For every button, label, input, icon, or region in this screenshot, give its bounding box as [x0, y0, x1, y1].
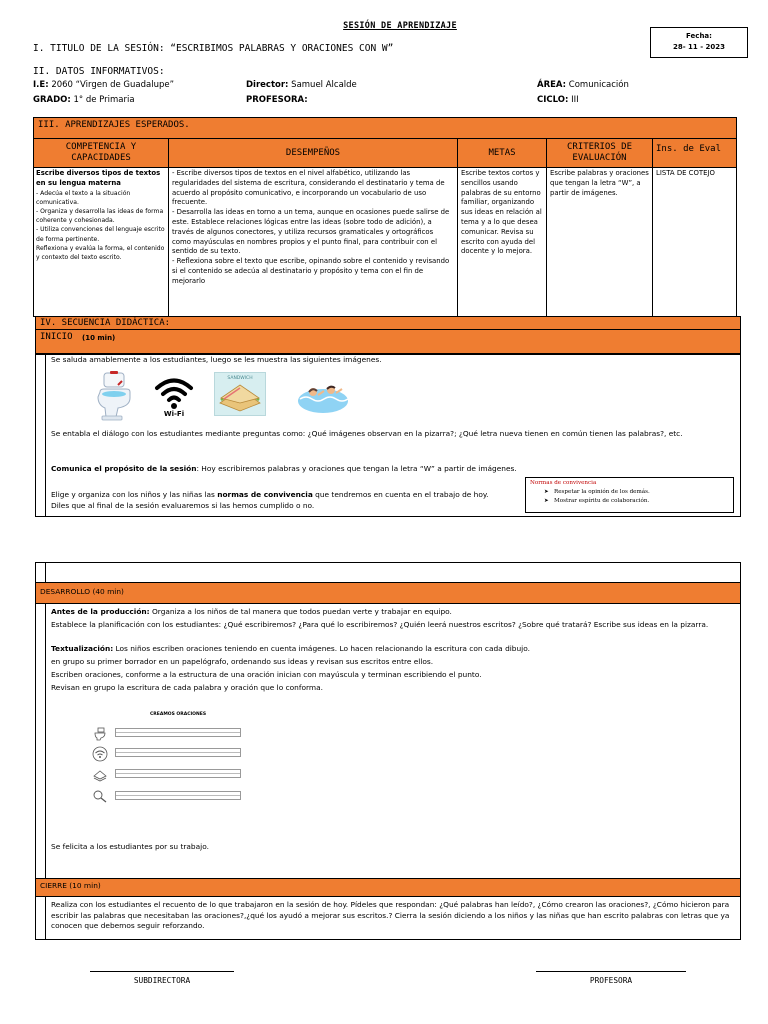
normas-item: ➤ Mostrar espíritu de colaboración.	[544, 498, 650, 504]
cierre-text: Realiza con los estudiantes el recuento de lo que trabajaron en la sesión de hoy. Pídeles que respondan: ¿Qué palabras han leído?, ¿Cómo crearon las oraciones?, ¿Cómo hicieron para escribir las palabras que necesitaban las oraciones?,¿qué los ayudó a mejorar sus escritos.? Cierra la sesión diciendo a los niños y las niñas que han escrito palabras con letras que ya conocen que debemos seguir reforzando.	[51, 900, 730, 931]
grado-label: GRADO:	[33, 95, 71, 105]
grupo-line: en grupo su primer borrador en un papelógrafo, ordenando sus ideas y revisan sus escritos entre ellos.	[51, 657, 434, 666]
aprendizajes-table	[33, 117, 737, 317]
desempeno-item: - Desarrolla las ideas en torno a un tema, aunque en ocasiones puede salirse de este. Establece relaciones lógicas entre las ideas (sobre todo de adición), a través de algunos conectores, y utiliza recursos gramaticales y ortográficos como mayúsculas en nombres propios y el punto final, para contribuir con el sentido de su texto.	[172, 208, 450, 256]
competencia-title: Escribe diversos tipos de textos en su lengua materna	[36, 169, 161, 187]
ie-label: I.E:	[33, 80, 49, 90]
desarrollo-header	[35, 583, 741, 604]
swimmers-icon	[296, 375, 350, 415]
normas-item-text: Mostrar espíritu de colaboración.	[554, 498, 650, 504]
antes-text: Organiza a los niños de tal manera que todos puedan verte y trabajar en equipo.	[149, 607, 452, 616]
planificacion-text: Establece la planificación con los estudiantes: ¿Qué escribiremos? ¿Para qué lo escribiremos? ¿Quién leerá nuestros escritos? ¿Sobre qué tratará? Escribe sus ideas en la pizarra.	[51, 620, 709, 629]
spacer-divider	[45, 563, 46, 582]
inicio-header	[35, 330, 741, 354]
director-field	[246, 80, 357, 90]
inicio-label: INICIO	[40, 332, 73, 342]
wifi-icon	[154, 376, 194, 410]
secuencia-heading: IV. SECUENCIA DIDÁCTICA:	[35, 316, 741, 330]
grado-value: 1° de Primaria	[73, 95, 135, 105]
area-label: ÁREA:	[537, 80, 567, 90]
normas-item-text: Respetar la opinión de los demás.	[554, 489, 650, 495]
sandwich-small-icon	[92, 768, 108, 782]
normas-box	[525, 477, 734, 513]
date-box	[650, 27, 748, 58]
profesora-label: PROFESORA:	[246, 95, 308, 105]
ie-field	[33, 80, 174, 90]
desempenos-cell	[169, 168, 458, 317]
wifi-image	[152, 372, 196, 422]
date-value: 28- 11 - 2023	[672, 43, 726, 51]
inicio-intro: Se saluda amablemente a los estudiantes, luego se les muestra las siguientes imágenes.	[51, 355, 382, 364]
ie-value: 2060 “Virgen de Guadalupe”	[51, 80, 174, 90]
writing-line	[115, 769, 241, 778]
director-value: Samuel Alcalde	[291, 80, 357, 90]
normas-item: ➤ Respetar la opinión de los demás.	[544, 489, 650, 495]
textualizacion-text: Los niños escriben oraciones teniendo en cuenta imágenes. Lo hacen relacionando la escritura con cada dibujo.	[113, 644, 530, 653]
oraciones-line: Escriben oraciones, conforme a la estructura de una oración inician con mayúscula y terminan escribiendo el punto.	[51, 670, 482, 679]
revisan-line: Revisan en grupo la escritura de cada palabra y oración que lo conforma.	[51, 683, 323, 692]
desarrollo-label: DESARROLLO (40 min)	[40, 587, 124, 596]
swimmers-image	[296, 375, 350, 415]
normas-line	[51, 490, 489, 501]
grado-field	[33, 95, 135, 105]
felicita-text: Se felicita a los estudiantes por su trabajo.	[51, 842, 209, 851]
writing-line	[115, 791, 241, 800]
normas-box-title: Normas de convivencia	[530, 480, 597, 486]
date-label: Fecha:	[686, 32, 712, 40]
cierre-margin-line	[45, 897, 46, 939]
col-criterios: CRITERIOS DE EVALUACIÓN	[547, 139, 653, 168]
wifi-small-icon	[92, 746, 108, 762]
ciclo-label: CICLO:	[537, 95, 569, 105]
director-label: Director:	[246, 80, 289, 90]
signature-profesora: PROFESORA	[589, 976, 633, 985]
criterios-cell: Escribe palabras y oraciones que tengan la letra “W”, a partir de imágenes.	[547, 168, 653, 317]
toilet-icon	[84, 370, 140, 426]
signature-line-right	[536, 971, 686, 972]
textualizacion-label: Textualización:	[51, 644, 114, 653]
signature-subdirectora: SUBDIRECTORA	[133, 976, 191, 985]
cierre-label: CIERRE (10 min)	[40, 881, 101, 890]
antes-label: Antes de la producción:	[51, 607, 150, 616]
ciclo-field	[537, 95, 579, 105]
ciclo-value: III	[571, 95, 579, 105]
desempeno-item: - Reflexiona sobre el texto que escribe, opinando sobre el contenido y revisando si el contenido se adecúa al destinatario y propósito y tema con el fin de mejorarlo	[172, 257, 450, 285]
area-field	[537, 80, 629, 90]
normas-text-before: Elige y organiza con los niños y las niñas las	[51, 490, 218, 499]
normas-bold: normas de convivencia	[217, 490, 313, 499]
proposito-text: : Hoy escribiremos palabras y oraciones que tengan la letra “W” a partir de imágenes.	[196, 464, 517, 473]
textualizacion-line	[51, 644, 530, 655]
desarrollo-spacer-row	[35, 562, 741, 583]
toilet-small-icon	[92, 727, 108, 741]
normas-line-2: Diles que al final de la sesión evaluaremos si las hemos cumplido o no.	[51, 501, 315, 510]
sandwich-image	[214, 372, 266, 416]
writing-line	[115, 728, 241, 737]
profesora-field	[246, 95, 308, 105]
worksheet	[88, 710, 258, 810]
datos-heading: II. DATOS INFORMATIVOS:	[33, 66, 165, 77]
session-title: I. TITULO DE LA SESIÓN: “ESCRIBIMOS PALABRAS Y ORACIONES CON W”	[33, 43, 394, 54]
area-value: Comunicación	[568, 80, 629, 90]
normas-text-after: que tendremos en cuenta en el trabajo de hoy.	[312, 490, 489, 499]
col-competencia: COMPETENCIA Y CAPACIDADES	[34, 139, 169, 168]
inicio-time: (10 min)	[82, 334, 116, 342]
cierre-header	[35, 879, 741, 897]
instrumento-cell: LISTA DE COTEJO	[653, 168, 737, 317]
metas-cell: Escribe textos cortos y sencillos usando palabras de su entorno familiar, organizando sus ideas en relación al tema y a lo que desea comunicar. Revisa su escrito con ayuda del docente y lo mejora.	[458, 168, 547, 317]
competencia-item: - Organiza y desarrolla las ideas de forma coherente y cohesionada.	[36, 208, 164, 225]
desempeno-item: - Escribe diversos tipos de textos en el nivel alfabético, utilizando las regularidades del sistema de escritura, considerando el destinatario y tema de acuerdo al propósito comunicativo, e incorporando un vocabulario de uso frecuente.	[172, 169, 445, 207]
competencia-item: - Utiliza convenciones del lenguaje escrito de forma pertinente.	[36, 226, 165, 243]
document-title: SESIÓN DE APRENDIZAJE	[343, 21, 457, 31]
aprendizajes-heading: III. APRENDIZAJES ESPERADOS.	[34, 118, 737, 139]
col-instrumento: Ins. de Eval	[653, 139, 737, 168]
proposito-line	[51, 464, 517, 475]
wifi-caption: Wi-Fi	[163, 409, 185, 418]
toilet-image	[84, 370, 140, 426]
proposito-label: Comunica el propósito de la sesión	[51, 464, 197, 473]
writing-line	[115, 748, 241, 757]
desarrollo-margin-line	[45, 604, 46, 878]
col-desempenos: DESEMPEÑOS	[169, 139, 458, 168]
magnifier-small-icon	[92, 789, 108, 803]
antes-line	[51, 607, 452, 618]
signature-line-left	[90, 971, 234, 972]
inicio-margin-line	[45, 355, 46, 516]
competencia-cell	[34, 168, 169, 317]
competencia-item: Reflexiona y evalúa la forma, el contenido y contexto del texto escrito.	[36, 244, 165, 262]
inicio-dialogo: Se entabla el diálogo con los estudiantes mediante preguntas como: ¿Qué imágenes observan en la pizarra?; ¿Qué letra nueva tienen en común tienen las palabras?, etc.	[51, 429, 683, 438]
sandwich-caption: SANDWICH	[227, 376, 253, 381]
col-metas: METAS	[458, 139, 547, 168]
worksheet-title: CREAMOS ORACIONES	[150, 712, 207, 717]
competencia-item: - Adecúa el texto a la situación comunicativa.	[36, 189, 131, 206]
